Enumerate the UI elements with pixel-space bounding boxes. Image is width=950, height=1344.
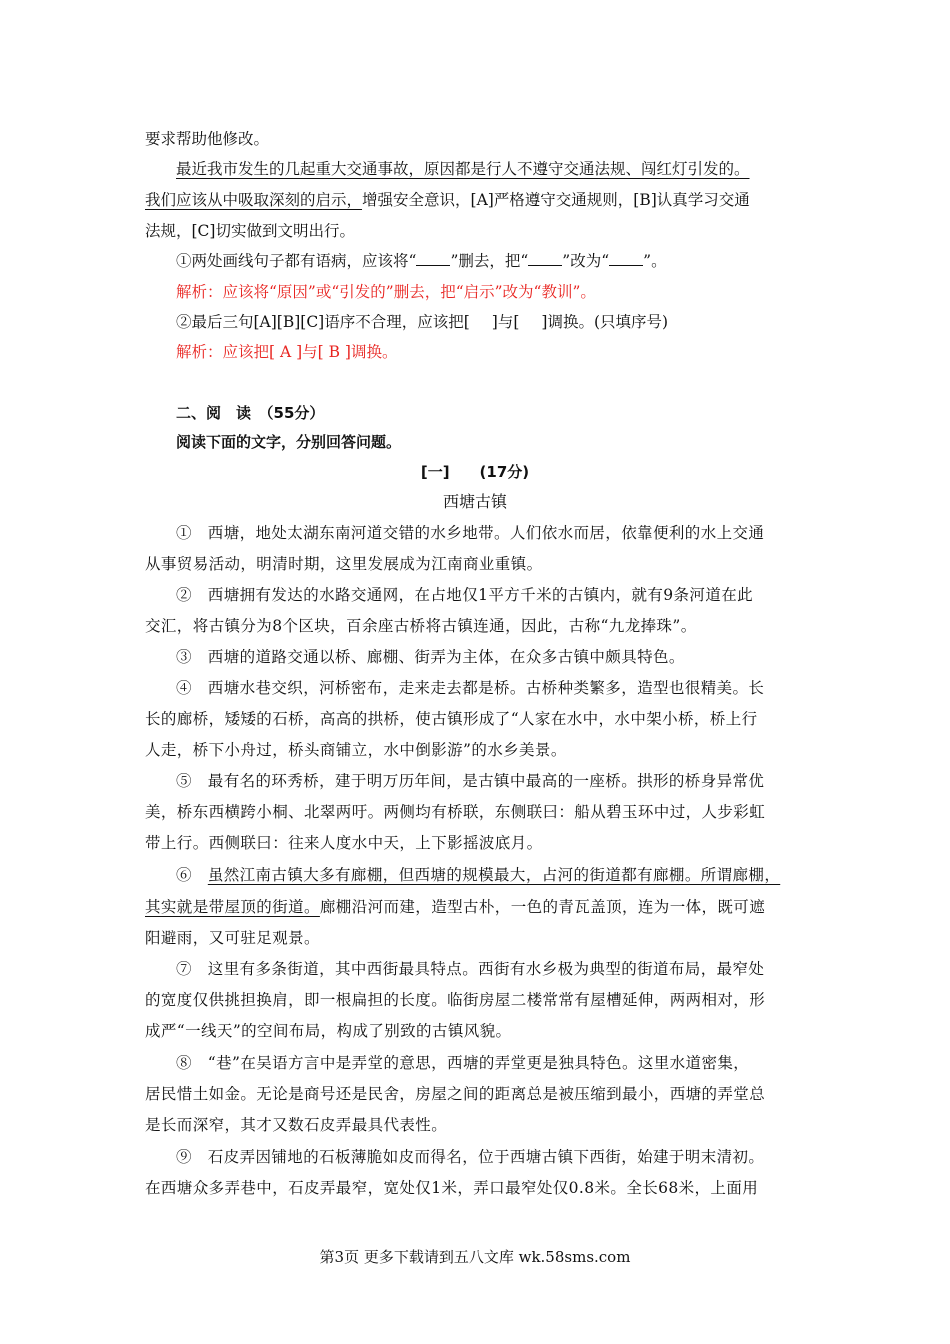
article-line: ② 西塘拥有发达的水路交通网，在占地仅1平方千米的古镇内，就有9条河道在此 xyxy=(176,586,754,604)
article-line: ① 西塘，地处太湖东南河道交错的水乡地带。人们依水而居，依靠便利的水上交通 xyxy=(176,524,765,542)
answer-blank[interactable] xyxy=(416,251,450,266)
article-line: 阳避雨，又可驻足观景。 xyxy=(145,929,320,947)
article-line: 是长而深窄，其才又数石皮弄最具代表性。 xyxy=(145,1116,448,1134)
question-1: ①两处画线句子都有语病，应该将“ ”删去，把“ ”改为“ ”。 xyxy=(176,252,667,270)
article-line: ⑨ 石皮弄因铺地的石板薄脆如皮而得名，位于西塘古镇下西街，始建于明末清初。 xyxy=(176,1148,765,1166)
underlined-sentence-1: 最近我市发生的几起重大交通事故，原因都是行人不遵守交通法规、闯红灯引发的。 xyxy=(176,160,750,178)
article-line: 的宽度仅供挑担换肩，即一根扁担的长度。临街房屋二楼常常有屋槽延伸，两两相对，形 xyxy=(145,991,766,1009)
article-line-p6: ⑥ 虽然江南古镇大多有廊棚，但西塘的规模最大，占河的街道都有廊棚。所谓廊棚， xyxy=(176,866,781,884)
section-instruction: 阅读下面的文字，分别回答问题。 xyxy=(176,433,402,451)
question-intro: 要求帮助他修改。 xyxy=(145,130,270,148)
answer-blank[interactable] xyxy=(528,251,562,266)
article-line: 美，桥东西横跨小桐、北翠两吁。两侧均有桥联，东侧联曰：船从碧玉环中过，人步彩虹 xyxy=(145,803,766,821)
passage-line-1 xyxy=(176,158,750,180)
page-footer: 第3页 更多下载请到五八文库 wk.58sms.com xyxy=(319,1248,631,1266)
question-2: ②最后三句[A][B][C]语序不合理，应该把[ ]与[ ]调换。(只填序号) xyxy=(176,313,669,331)
article-line: 交汇，将古镇分为8个区块，百余座古桥将古镇连通，因此，古称“九龙捧珠”。 xyxy=(145,617,697,635)
article-line: 长的廊桥，矮矮的石桥，高高的拱桥，使古镇形成了“人家在水中，水中架小桥，桥上行 xyxy=(145,710,758,728)
section-title: 二、阅 读 （55分） xyxy=(176,404,325,422)
article-line: ⑧ “巷”在吴语方言中是弄堂的意思，西塘的弄堂更是独具特色。这里水道密集， xyxy=(176,1054,750,1072)
article-line-p6: 其实就是带屋顶的街道。廊棚沿河而建，造型古朴，一色的青瓦盖顶，连为一体，既可遮 xyxy=(145,898,766,916)
underlined-sentence: 虽然江南古镇大多有廊棚，但西塘的规模最大，占河的街道都有廊棚。所谓廊棚， xyxy=(207,866,781,884)
article-line: 人走，桥下小舟过，桥头商铺立，水中倒影游”的水乡美景。 xyxy=(145,741,567,759)
part-header: [一] (17分) xyxy=(420,463,530,481)
article-line: 成严“一线天”的空间布局，构成了别致的古镇风貌。 xyxy=(145,1022,512,1040)
passage-line-2: 我们应该从中吸取深刻的启示，增强安全意识，[A]严格遵守交通规则，[B]认真学习交通 xyxy=(145,191,750,209)
article-title: 西塘古镇 xyxy=(442,492,507,511)
underlined-sentence-2: 我们应该从中吸取深刻的启示， xyxy=(145,191,363,209)
article-line: ③ 西塘的道路交通以桥、廊棚、街弄为主体，在众多古镇中颇具特色。 xyxy=(176,648,685,666)
answer-1: 解析：应该将“原因”或“引发的”删去，把“启示”改为“教训”。 xyxy=(176,283,596,301)
article-line: ⑦ 这里有多条街道，其中西街最具特点。西街有水乡极为典型的街道布局，最窄处 xyxy=(176,960,765,978)
article-line: ⑤ 最有名的环秀桥，建于明万历年间，是古镇中最高的一座桥。拱形的桥身异常优 xyxy=(176,772,765,790)
answer-2: 解析：应该把[ A ]与[ B ]调换。 xyxy=(176,343,398,361)
article-line: 带上行。西侧联曰：往来人度水中天，上下影摇波底月。 xyxy=(145,834,543,852)
article-line: 从事贸易活动，明清时期，这里发展成为江南商业重镇。 xyxy=(145,555,543,573)
underlined-sentence: 其实就是带屋顶的街道。 xyxy=(145,898,320,916)
answer-blank[interactable] xyxy=(609,251,643,266)
passage-line-3: 法规，[C]切实做到文明出行。 xyxy=(145,222,355,240)
article-line: ④ 西塘水巷交织，河桥密布，走来走去都是桥。古桥种类繁多，造型也很精美。长 xyxy=(176,679,765,697)
article-line: 居民惜土如金。无论是商号还是民舍，房屋之间的距离总是被压缩到最小，西塘的弄堂总 xyxy=(145,1085,766,1103)
article-line: 在西塘众多弄巷中，石皮弄最窄，宽处仅1米，弄口最窄处仅0.8米。全长68米，上面用 xyxy=(145,1179,759,1197)
